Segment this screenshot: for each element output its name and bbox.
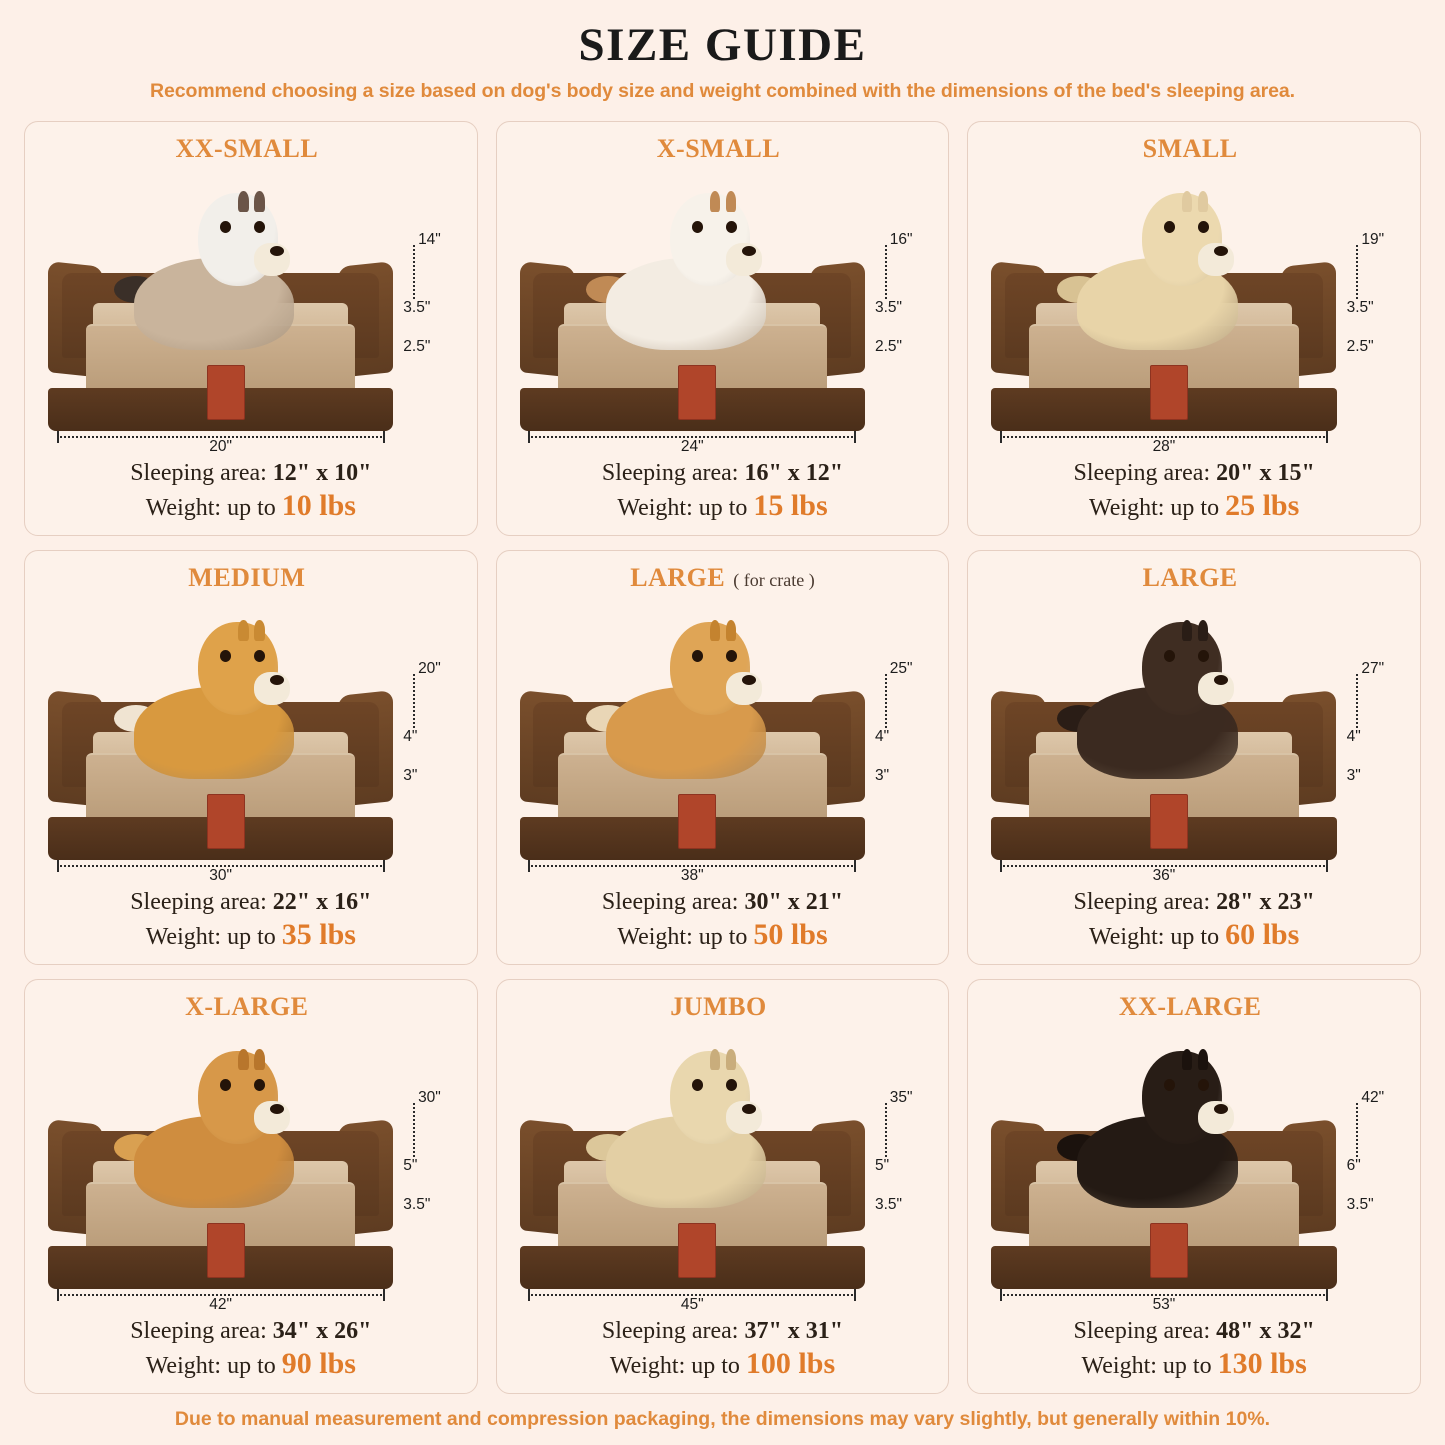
size-name: LARGE xyxy=(1142,563,1238,592)
weight-line xyxy=(978,917,1410,954)
sleeping-area-label: Sleeping area: xyxy=(601,1318,745,1345)
dimension-leader-line xyxy=(1356,245,1358,299)
weight-value: 35 lbs xyxy=(281,918,356,952)
bed-illustration xyxy=(35,1026,467,1315)
size-card[interactable] xyxy=(24,979,478,1394)
dimension-total-height: 35" xyxy=(889,1088,913,1106)
page-title: SIZE GUIDE xyxy=(578,19,867,71)
dog-ear-right xyxy=(726,1049,736,1070)
size-specs xyxy=(507,459,939,525)
dog-ear-left xyxy=(710,191,720,212)
weight-label: Weight: up to xyxy=(145,495,282,522)
dimension-leader-line xyxy=(885,245,887,299)
sleeping-area-value: 48" x 32" xyxy=(1216,1318,1315,1345)
dimension-total-height: 16" xyxy=(889,230,913,248)
dog-eye-left xyxy=(692,650,703,662)
weight-line xyxy=(507,488,939,525)
size-specs xyxy=(507,888,939,954)
height-dimensions xyxy=(1324,1078,1406,1257)
height-dimensions xyxy=(380,1078,462,1257)
width-dimension xyxy=(1000,1289,1328,1313)
brand-tag xyxy=(1150,794,1188,850)
weight-label: Weight: up to xyxy=(145,924,282,951)
dog-eye-right xyxy=(1198,650,1209,662)
dimension-total-height: 42" xyxy=(1361,1088,1385,1106)
dog-eye-left xyxy=(692,1079,703,1091)
weight-value: 130 lbs xyxy=(1217,1347,1307,1381)
dog-eye-right xyxy=(726,221,737,233)
dog-bed-graphic xyxy=(48,1075,393,1289)
dimension-width-label: 20" xyxy=(209,438,232,456)
dog-ear-right xyxy=(726,191,736,212)
size-card-title xyxy=(1143,563,1246,593)
dimension-width-label: 30" xyxy=(209,867,232,885)
sleeping-area-value: 37" x 31" xyxy=(744,1318,844,1345)
dog-bed-graphic xyxy=(520,217,865,431)
brand-tag xyxy=(1150,365,1188,421)
dog-eye-left xyxy=(1164,1079,1175,1091)
dimension-cushion-height: 3" xyxy=(874,767,890,785)
size-card-title xyxy=(670,992,774,1022)
bed-illustration xyxy=(978,1026,1410,1315)
page-subtitle: Recommend choosing a size based on dog's body size and weight combined with the dimensions of the bed's sleeping area. xyxy=(150,80,1295,102)
brand-tag xyxy=(678,365,716,421)
width-dimension xyxy=(528,431,856,455)
bed-illustration xyxy=(978,168,1410,457)
dimension-bolster-height: 5" xyxy=(874,1156,890,1174)
dog-bed-graphic xyxy=(991,1075,1336,1289)
height-dimensions xyxy=(1324,220,1406,399)
sleeping-area-label: Sleeping area: xyxy=(130,1318,273,1345)
sleeping-area-label: Sleeping area: xyxy=(1073,1318,1217,1345)
weight-line xyxy=(507,1346,939,1383)
sleeping-area-value: 34" x 26" xyxy=(272,1318,372,1345)
weight-value: 50 lbs xyxy=(753,918,828,952)
size-card[interactable] xyxy=(24,121,478,536)
dimension-total-height: 25" xyxy=(889,659,913,677)
weight-label: Weight: up to xyxy=(1081,1353,1218,1380)
sleeping-area-value: 30" x 21" xyxy=(744,889,844,916)
sleeping-area-line xyxy=(978,1317,1410,1346)
size-card[interactable] xyxy=(496,979,950,1394)
size-note: ( for crate ) xyxy=(733,570,815,590)
dog-photo xyxy=(110,612,310,779)
size-card-title xyxy=(188,563,313,593)
dimension-leader-line xyxy=(1356,1103,1358,1157)
sleeping-area-line xyxy=(978,459,1410,488)
dimension-cushion-height: 3.5" xyxy=(1346,1196,1374,1214)
size-card-title xyxy=(1143,134,1246,164)
weight-label: Weight: up to xyxy=(617,495,754,522)
size-name: X-SMALL xyxy=(656,134,781,163)
weight-line xyxy=(35,1346,467,1383)
sleeping-area-label: Sleeping area: xyxy=(601,889,745,916)
size-card-title xyxy=(657,134,788,164)
dimension-leader-line xyxy=(885,674,887,728)
dimension-total-height: 20" xyxy=(418,659,441,677)
size-card[interactable] xyxy=(496,121,950,536)
dimension-cushion-height: 3" xyxy=(1346,767,1361,785)
sleeping-area-label: Sleeping area: xyxy=(601,460,745,487)
dog-photo xyxy=(1053,612,1253,779)
brand-tag xyxy=(1150,1223,1188,1279)
size-name: X-LARGE xyxy=(185,992,309,1021)
weight-value: 10 lbs xyxy=(281,489,356,523)
width-dimension xyxy=(528,860,856,884)
sleeping-area-value: 20" x 15" xyxy=(1216,460,1315,487)
dimension-leader-line xyxy=(413,245,415,299)
weight-value: 100 lbs xyxy=(745,1347,836,1381)
size-card-title xyxy=(630,563,814,593)
dog-eye-right xyxy=(726,650,737,662)
sleeping-area-label: Sleeping area: xyxy=(130,889,273,916)
dog-bed-graphic xyxy=(48,217,393,431)
dimension-bolster-height: 4" xyxy=(403,727,418,745)
dimension-bolster-height: 3.5" xyxy=(403,298,431,316)
sleeping-area-line xyxy=(978,888,1410,917)
dimension-bolster-height: 4" xyxy=(1346,727,1361,745)
dog-ear-left xyxy=(710,620,720,641)
dog-ear-left xyxy=(238,1049,248,1070)
sleeping-area-value: 28" x 23" xyxy=(1216,889,1315,916)
dog-ear-right xyxy=(726,620,736,641)
size-name: XX-LARGE xyxy=(1118,992,1262,1021)
dog-ear-right xyxy=(254,620,264,641)
sleeping-area-line xyxy=(507,888,939,917)
brand-tag xyxy=(678,794,716,850)
dimension-total-height: 19" xyxy=(1361,230,1385,248)
bed-illustration xyxy=(35,597,467,886)
bed-illustration xyxy=(35,168,467,457)
sleeping-area-line xyxy=(35,1317,467,1346)
dog-ear-left xyxy=(238,191,248,212)
size-specs xyxy=(978,1317,1410,1383)
sleeping-area-line xyxy=(35,888,467,917)
footer-note: Due to manual measurement and compression packaging, the dimensions may vary slightly, but generally within 10%. xyxy=(174,1408,1271,1430)
size-name: SMALL xyxy=(1142,134,1238,163)
dog-eye-left xyxy=(1164,221,1175,233)
height-dimensions xyxy=(852,1078,934,1257)
dog-eye-right xyxy=(726,1079,737,1091)
dimension-bolster-height: 4" xyxy=(874,727,890,745)
dimension-cushion-height: 2.5" xyxy=(403,338,431,356)
size-name: LARGE xyxy=(630,563,726,592)
sleeping-area-label: Sleeping area: xyxy=(1073,889,1217,916)
weight-line xyxy=(35,488,467,525)
dog-bed-graphic xyxy=(991,646,1336,860)
height-dimensions xyxy=(852,649,934,828)
width-dimension xyxy=(57,1289,385,1313)
size-card-title xyxy=(175,134,326,164)
weight-line xyxy=(978,488,1410,525)
height-dimensions xyxy=(380,649,462,828)
dog-bed-graphic xyxy=(520,646,865,860)
dimension-bolster-height: 5" xyxy=(403,1156,418,1174)
width-dimension xyxy=(1000,860,1328,884)
sleeping-area-value: 16" x 12" xyxy=(744,460,844,487)
height-dimensions xyxy=(380,220,462,399)
dimension-leader-line xyxy=(885,1103,887,1157)
bed-illustration xyxy=(978,597,1410,886)
size-name: JUMBO xyxy=(670,992,767,1021)
size-card[interactable] xyxy=(967,979,1421,1394)
width-dimension xyxy=(57,431,385,455)
sleeping-area-line xyxy=(507,1317,939,1346)
dog-bed-graphic xyxy=(48,646,393,860)
dimension-total-height: 27" xyxy=(1361,659,1385,677)
weight-value: 60 lbs xyxy=(1225,918,1300,952)
size-card-title xyxy=(1119,992,1270,1022)
size-card[interactable] xyxy=(24,550,478,965)
dimension-width-label: 45" xyxy=(680,1296,704,1314)
size-name: MEDIUM xyxy=(188,563,306,592)
width-dimension xyxy=(57,860,385,884)
weight-label: Weight: up to xyxy=(609,1353,746,1380)
dimension-width-label: 53" xyxy=(1152,1296,1176,1314)
size-specs xyxy=(978,888,1410,954)
dimension-cushion-height: 3.5" xyxy=(403,1196,431,1214)
brand-tag xyxy=(207,365,245,421)
brand-tag xyxy=(678,1223,716,1279)
sleeping-area-label: Sleeping area: xyxy=(130,460,273,487)
bed-illustration xyxy=(507,168,939,457)
dimension-width-label: 28" xyxy=(1152,438,1176,456)
dog-bed-graphic xyxy=(991,217,1336,431)
dog-ear-left xyxy=(710,1049,720,1070)
dog-photo xyxy=(110,1041,310,1208)
size-card-grid xyxy=(24,121,1421,1394)
weight-value: 25 lbs xyxy=(1225,489,1300,523)
weight-label: Weight: up to xyxy=(617,924,754,951)
dimension-total-height: 14" xyxy=(418,230,441,248)
dog-photo xyxy=(582,1041,782,1208)
size-specs xyxy=(35,1317,467,1383)
dog-ear-right xyxy=(254,1049,264,1070)
dimension-cushion-height: 2.5" xyxy=(1346,338,1374,356)
dog-photo xyxy=(1053,1041,1253,1208)
dog-photo xyxy=(110,183,310,350)
size-card[interactable] xyxy=(496,550,950,965)
brand-tag xyxy=(207,1223,245,1279)
dog-ear-right xyxy=(1198,1049,1208,1070)
width-dimension xyxy=(1000,431,1328,455)
weight-line xyxy=(978,1346,1410,1383)
dog-eye-left xyxy=(692,221,703,233)
sleeping-area-line xyxy=(507,459,939,488)
dog-bed-graphic xyxy=(520,1075,865,1289)
size-card[interactable] xyxy=(967,121,1421,536)
width-dimension xyxy=(528,1289,856,1313)
dog-eye-left xyxy=(1164,650,1175,662)
sleeping-area-line xyxy=(35,459,467,488)
dog-ear-left xyxy=(1182,1049,1192,1070)
bed-illustration xyxy=(507,1026,939,1315)
dimension-cushion-height: 3.5" xyxy=(874,1196,903,1214)
dimension-width-label: 42" xyxy=(209,1296,232,1314)
dimension-cushion-height: 3" xyxy=(403,767,418,785)
dimension-total-height: 30" xyxy=(418,1088,441,1106)
dimension-bolster-height: 6" xyxy=(1346,1156,1361,1174)
dimension-leader-line xyxy=(413,674,415,728)
brand-tag xyxy=(207,794,245,850)
height-dimensions xyxy=(1324,649,1406,828)
sleeping-area-value: 12" x 10" xyxy=(272,460,372,487)
dog-ear-left xyxy=(238,620,248,641)
dimension-bolster-height: 3.5" xyxy=(874,298,903,316)
weight-value: 90 lbs xyxy=(281,1347,356,1381)
weight-label: Weight: up to xyxy=(1089,495,1226,522)
dog-ear-left xyxy=(1182,620,1192,641)
dog-ear-right xyxy=(1198,191,1208,212)
dimension-width-label: 36" xyxy=(1152,867,1176,885)
dog-photo xyxy=(582,612,782,779)
dimension-width-label: 38" xyxy=(680,867,704,885)
dog-eye-right xyxy=(1198,221,1209,233)
sleeping-area-label: Sleeping area: xyxy=(1073,460,1217,487)
size-name: XX-SMALL xyxy=(175,134,319,163)
sleeping-area-value: 22" x 16" xyxy=(272,889,372,916)
dog-ear-right xyxy=(1198,620,1208,641)
size-specs xyxy=(35,459,467,525)
size-card-title xyxy=(185,992,316,1022)
size-specs xyxy=(35,888,467,954)
dimension-bolster-height: 3.5" xyxy=(1346,298,1374,316)
height-dimensions xyxy=(852,220,934,399)
weight-line xyxy=(507,917,939,954)
size-card[interactable] xyxy=(967,550,1421,965)
bed-illustration xyxy=(507,597,939,886)
size-specs xyxy=(507,1317,939,1383)
weight-line xyxy=(35,917,467,954)
dimension-leader-line xyxy=(413,1103,415,1157)
dog-ear-right xyxy=(254,191,264,212)
dog-eye-right xyxy=(1198,1079,1209,1091)
weight-value: 15 lbs xyxy=(753,489,828,523)
weight-label: Weight: up to xyxy=(1089,924,1226,951)
dog-ear-left xyxy=(1182,191,1192,212)
dimension-width-label: 24" xyxy=(680,438,704,456)
dog-photo xyxy=(1053,183,1253,350)
weight-label: Weight: up to xyxy=(145,1353,282,1380)
dog-photo xyxy=(582,183,782,350)
dimension-cushion-height: 2.5" xyxy=(874,338,903,356)
size-specs xyxy=(978,459,1410,525)
dimension-leader-line xyxy=(1356,674,1358,728)
